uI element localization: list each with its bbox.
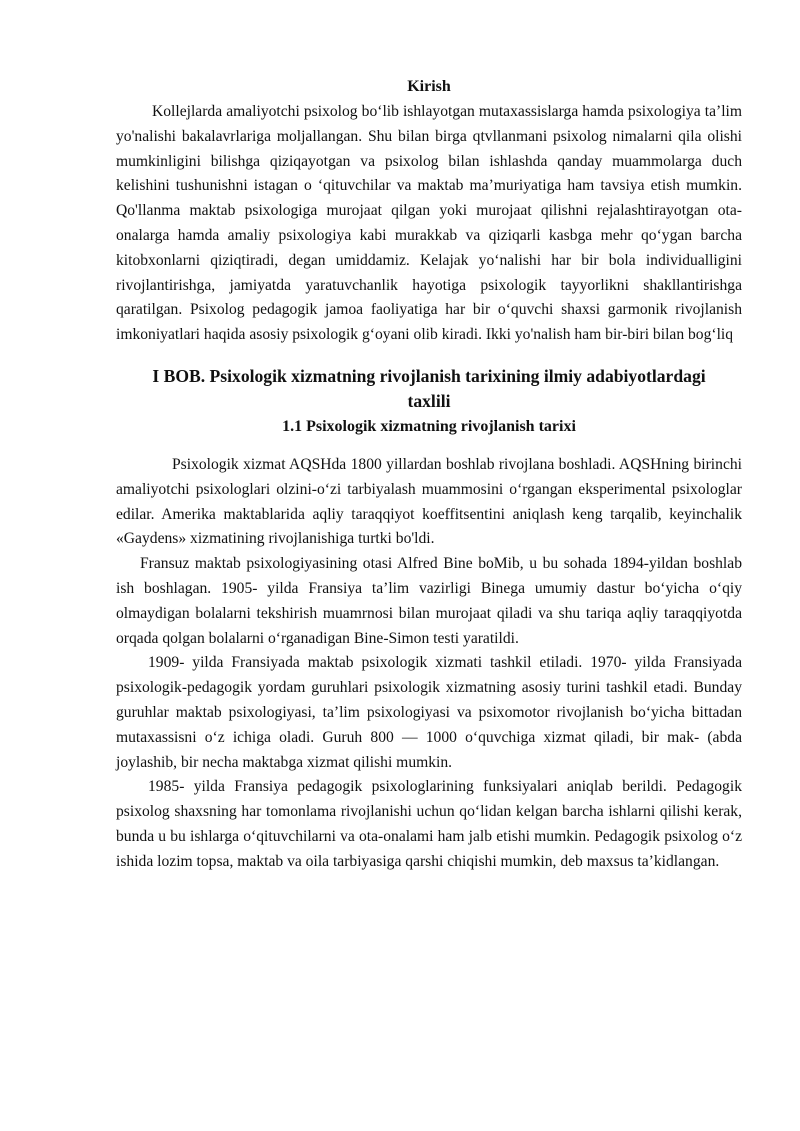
body-paragraph-2: Fransuz maktab psixologiyasining otasi Alfred Bine boMib, u bu sohada 1894-yildan boshlab ish boshlagan. 1905- yilda Fransiya ta’lim vazirligi Binega umumiy dastur bo‘yicha o‘qiy olmaydigan bolalarni tekshirish muamrnosi bilan murojaat qiladi va shu tariqa aqliy taraqqiyotda orqada qolgan bolalarni o‘rganadigan Bine-Simon testi yaratildi. (116, 555, 742, 647)
section-heading: 1.1 Psixologik xizmatning rivojlanish tarixi (282, 417, 576, 435)
body-paragraph-4: 1985- yilda Fransiya pedagogik psixologlarining funksiyalari aniqlab berildi. Pedagogik psixolog shaxsning har tomonlama rivojlanishi uchun qo‘lidan kelgan barcha ishlarni qilishi kerak, bunda u bu ishlarga o‘qituvchilarni va ota-onalami ham jalb etishi mumkin. Pedagogik psixolog o‘z ishida lozim topsa, maktab va oila tarbiyasiga qarshi chiqishi mumkin, deb maxsus ta’kidlangan. (116, 778, 742, 870)
document-page (116, 74, 742, 875)
intro-paragraph: Kollejlarda amaliyotchi psixolog bo‘lib ishlayotgan mutaxassislarga hamda psixologiya ta’lim yo'nalishi bakalavrlariga moljallangan. Shu bilan birga qtvllanmani psixolog nimalarni qila olishi mumkinligini bilishga qiziqayotgan va psixolog bilan ishlashda qanday muammolarga duch kelishini tushunishni istagan o ‘qituvchilar va maktab ma’muriyatiga ham tavsiya etish mumkin. Qo'llanma maktab psixologiga murojaat qilgan yoki murojaat qilishni rejalashtirayotgan ota-onalarga hamda amaliy psixologiya kabi murakkab va qiziqarli kasbga mehr qo‘ygan barcha kitobxonlarni qiziqtiradi, degan umiddamiz. Kelajak yo‘nalishi har bir bola individualligini rivojlantirishga, jamiyatda yaratuvchanlik hayotiga psixologik tayyorlikni shakllantirishga qaratilgan. Psixolog pedagogik jamoa faoliyatiga har bir o‘quvchi shaxsi garmonik rivojlanish imkoniyatlari haqida asosiy psixologik g‘oyani olib kiradi. Ikki yo'nalish ham bir-biri bilan bog‘liq (116, 103, 742, 344)
body-paragraph-3: 1909- yilda Fransiyada maktab psixologik xizmati tashkil etiladi. 1970- yilda Fransiyada psixologik-pedagogik yordam guruhlari psixologik xizmatning asosiy turini tashkil etadi. Bunday guruhlar maktab psixologiyasi, ta’lim psixologiyasi va psixomotor rivojlanish bo‘yicha bittadan mutaxassisni o‘z ichiga oladi. Guruh 800 — 1000 o‘quvchiga xizmat qiladi, bir mak- (abda joylashib, bir necha maktabga xizmat qilishi mumkin. (116, 654, 742, 771)
chapter-title-line1: I BOB. Psixologik xizmatning rivojlanish tarixining ilmiy adabiyotlardagi (152, 365, 706, 386)
chapter-heading (116, 364, 742, 414)
chapter-title-line2: taxlili (407, 390, 451, 411)
body-paragraph-1: Psixologik xizmat AQSHda 1800 yillardan boshlab rivojlana boshladi. AQSHning birinchi amaliyotchi psixologlari olzini-o‘zi tarbiyalash muammosini o‘rgangan eksperimental psixologlar edilar. Amerika maktablarida aqliy taraqqiyot koeffitsentini aniqlash keng tarqalib, keyinchalik «Gaydens» xizmatining rivojlanishiga turtki bo'ldi. (116, 455, 742, 548)
intro-heading: Kirish (407, 78, 451, 95)
